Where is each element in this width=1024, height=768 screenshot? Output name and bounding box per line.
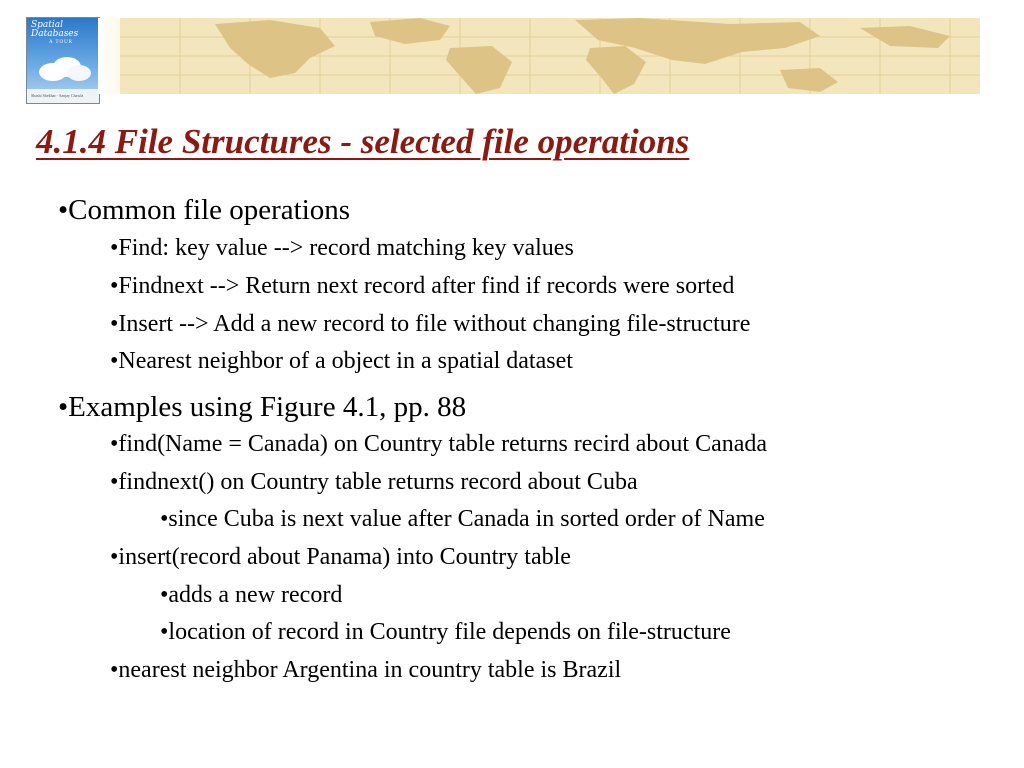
bullet-level-3: •location of record in Country file depends on file-structure: [160, 619, 731, 645]
bullet-level-3: •since Cuba is next value after Canada in sorted order of Name: [160, 506, 765, 532]
header-banner: [0, 0, 1024, 104]
bullet-level-2: •Insert --> Add a new record to file without changing file-structure: [110, 311, 751, 337]
book-cover-authors: Shashi Shekhar · Sanjay Chawla: [31, 93, 84, 98]
slide-title: 4.1.4 File Structures - selected file operations: [36, 122, 690, 161]
book-cover-title: Spatial Databases: [31, 20, 79, 39]
bullet-level-2: •Find: key value --> record matching key values: [110, 235, 574, 261]
book-cover-thumbnail: [26, 17, 100, 104]
cloud-icon: [35, 56, 93, 82]
bullet-level-1: •Common file operations: [58, 194, 351, 226]
bullet-level-2: •find(Name = Canada) on Country table returns recird about Canada: [110, 431, 768, 457]
bullet-level-2: •findnext() on Country table returns record about Cuba: [110, 469, 638, 495]
bullet-level-1: •Examples using Figure 4.1, pp. 88: [58, 391, 467, 423]
bullet-level-2: •insert(record about Panama) into Country table: [110, 544, 571, 570]
bullet-level-2: •Nearest neighbor of a object in a spatial dataset: [110, 348, 573, 374]
world-map-banner: [120, 18, 980, 94]
bullet-level-2: •Findnext --> Return next record after find if records were sorted: [110, 273, 735, 299]
bullet-level-3: •adds a new record: [160, 582, 343, 608]
book-cover-subtitle: A TOUR: [49, 40, 74, 45]
bullet-level-2: •nearest neighbor Argentina in country table is Brazil: [110, 657, 622, 683]
book-cover-band: [27, 89, 99, 103]
